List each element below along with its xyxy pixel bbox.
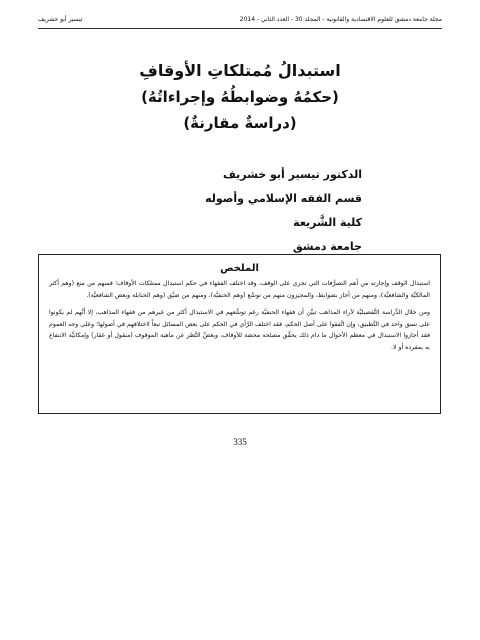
title-block: [0, 58, 480, 136]
author-university: جامعة دمشق: [292, 240, 362, 253]
author-department: قسم الفقه الإسلامي وأصوله: [205, 192, 362, 205]
abstract-heading: الملخص: [220, 263, 259, 274]
page-number: 335: [233, 437, 247, 447]
author-college: كلية الشَّريعة: [293, 216, 362, 229]
running-author: تيسير أبو خشريف: [38, 16, 83, 23]
header-divider: [38, 28, 442, 29]
study-type: (دراسةٌ مقارنةٌ): [183, 114, 297, 132]
abstract-paragraph-1: استبدال الوقف وإجارته من أهم التصرُّفات التي تجري على الوقف، وقد اختلف الفقهاء في حكم استبدال ممتلكات الأوقاف؛ فمنهم من منع (وهم أكثر المالكيَّة والشافعيَّة)، ومنهم من أجاز بضوابط، والمجيزون منهم من توسَّع (وهم الحنفيَّة)، ومنهم من ضيَّق (وهم الحنابلة وبعض الشافعيَّة).: [49, 280, 430, 299]
abstract-box: [38, 254, 441, 414]
author-block: [122, 163, 362, 259]
article-title: استبدالُ مُمتلكاتِ الأوقافِ: [139, 61, 341, 80]
article-subtitle: (حكمُهُ وضوابطُهُ وإجراءاتُهُ): [141, 88, 339, 106]
running-header: [38, 14, 442, 28]
author-name: الدكتور تيسير أبو خشريف: [223, 168, 362, 181]
journal-citation: مجلة جامعة دمشق للعلوم الاقتصادية والقانونية - المجلد 30 - العدد الثاني - 2014: [239, 16, 442, 23]
abstract-paragraph-2: ومن خلال الدِّراسة التَّفصيليَّة لآراء المذاهب تبيَّن أن فقهاء الحنفيَّة رغم توسُّعهم في الاستبدال أكثر من غيرهم من فقهاء المذاهب، إلا أنَّهم لم يكونوا على نسق واحد في التَّطبيق، وإن اتَّفقوا على أصل الحكم، فقد اختلف الرَّأي في الحكم على بعض المسائل تبعاً لاختلافهم في أصولها؛ وعلى وجه العموم فقد أجازوا الاستبدال في معظم الأحوال ما دام ذلك يحقِّق مصلحة محضة للأوقاف، وبغضِّ النَّظر عن ماهية الموقوف (منقول أو عقار) وإمكانيَّة الانتفاع به بمفرده أو لا.: [49, 309, 430, 351]
